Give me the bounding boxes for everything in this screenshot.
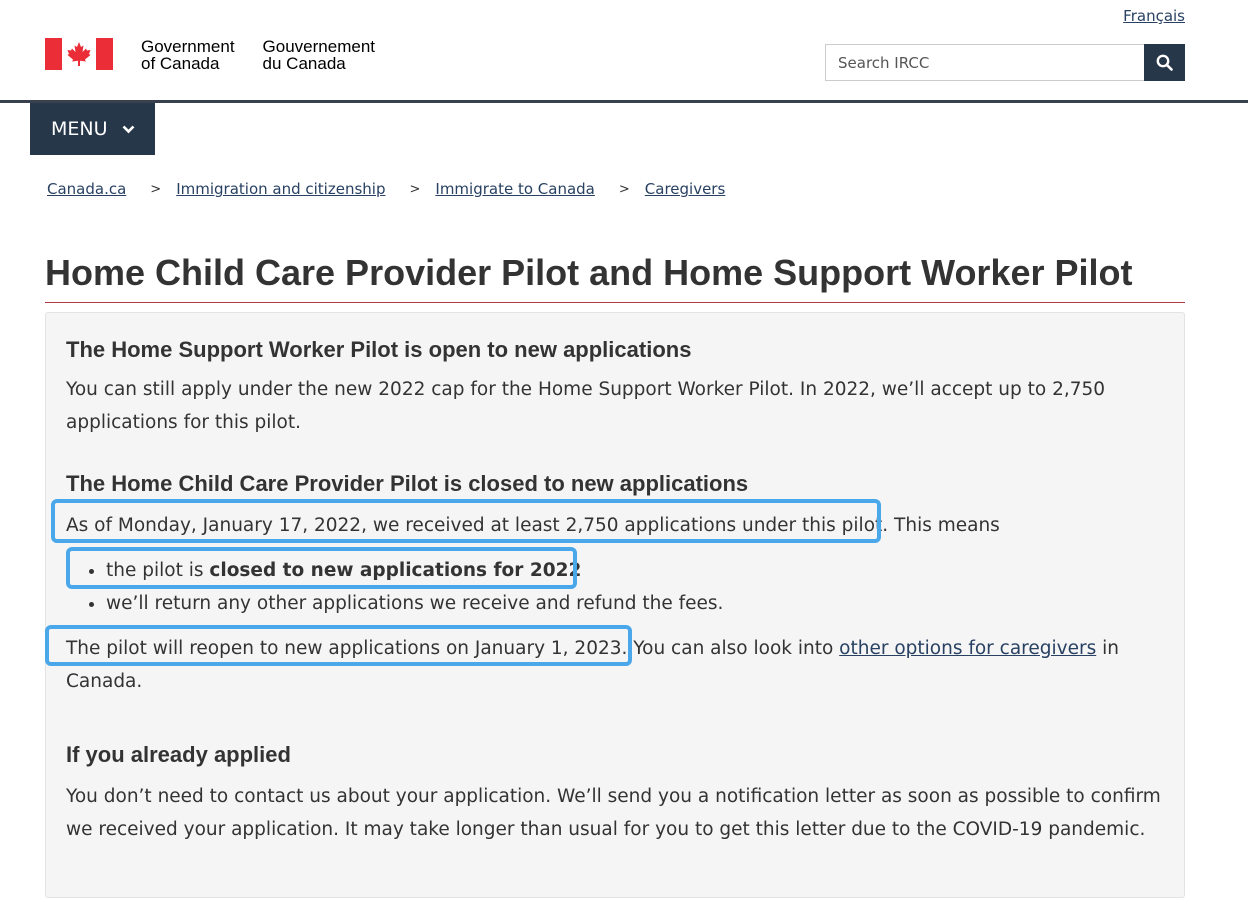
breadcrumb-separator: >	[618, 182, 630, 197]
chevron-down-icon	[122, 125, 135, 134]
reopen-text	[66, 632, 1164, 698]
reopen-middle: You can also look into	[627, 638, 840, 659]
header-divider	[0, 100, 1248, 103]
other-caregiver-options-link[interactable]: other options for caregivers	[839, 638, 1097, 659]
breadcrumb	[47, 180, 725, 199]
search-form	[825, 44, 1185, 81]
already-applied-text: You don’t need to contact us about your application. We’ll send you a notification letter as soon as possible to confirm we received your application. It may take longer than usual for you to get this letter due to the COVID-19 pandemic.	[66, 786, 1161, 840]
menu-label: MENU	[51, 118, 108, 140]
list-item	[106, 554, 1164, 587]
bullet1-prefix: the pilot is	[106, 560, 210, 581]
reopen-date-statement: The pilot will reopen to new applications on January 1, 2023.	[66, 638, 628, 659]
menu-button[interactable]	[30, 103, 155, 155]
breadcrumb-link-immigrate[interactable]: Immigrate to Canada	[435, 180, 595, 198]
bullet1-bold: closed to new applications for 2022	[209, 560, 582, 581]
search-button[interactable]	[1144, 44, 1185, 81]
search-icon	[1156, 54, 1173, 71]
closed-date-statement: As of Monday, January 17, 2022, we received at least 2,750 applications under this pilot.	[66, 515, 889, 536]
language-toggle-link[interactable]: Français	[1123, 7, 1185, 25]
wordmark-fr-line1: Gouvernement	[262, 37, 375, 56]
breadcrumb-link-caregivers[interactable]: Caregivers	[644, 180, 726, 198]
pilot-status-notice	[45, 312, 1185, 898]
page-title: Home Child Care Provider Pilot and Home Support Worker Pilot	[45, 252, 1185, 303]
wordmark-en-line1: Government	[141, 37, 235, 56]
open-pilot-text: You can still apply under the new 2022 cap for the Home Support Worker Pilot. In 2022, we’ll accept up to 2,750 applications for this pilot.	[66, 379, 1106, 433]
reopen-end: in Canada.	[66, 638, 1119, 692]
wordmark-en-line2: of Canada	[141, 54, 220, 73]
wordmark-french	[263, 38, 375, 72]
search-input[interactable]	[825, 44, 1144, 81]
closed-pilot-text-rest: This means	[888, 515, 1000, 536]
closure-consequences-list	[106, 554, 1164, 620]
already-applied-heading: If you already applied	[66, 742, 291, 767]
open-pilot-heading: The Home Support Worker Pilot is open to new applications	[66, 337, 692, 362]
breadcrumb-separator: >	[150, 182, 162, 197]
breadcrumb-link-canada[interactable]: Canada.ca	[47, 180, 127, 198]
breadcrumb-separator: >	[409, 182, 421, 197]
government-of-canada-signature[interactable]	[45, 38, 375, 72]
breadcrumb-link-immigration[interactable]: Immigration and citizenship	[176, 180, 386, 198]
wordmark-english	[141, 38, 235, 72]
canada-flag-icon	[45, 38, 113, 70]
closed-pilot-heading: The Home Child Care Provider Pilot is closed to new applications	[66, 471, 749, 496]
wordmark-fr-line2: du Canada	[262, 54, 346, 73]
list-item: • we’ll return any other applications we receive and refund the fees.	[106, 587, 1164, 620]
closed-pilot-text	[66, 509, 1164, 542]
